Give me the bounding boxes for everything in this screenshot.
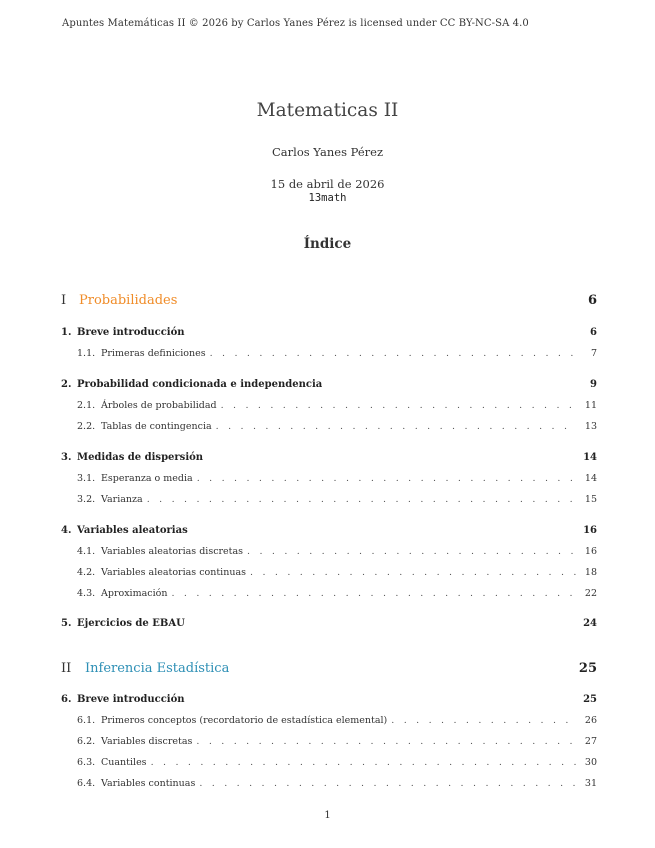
toc-subsection-4-1[interactable] [61, 546, 597, 557]
subsection-number: 4.1. [77, 546, 96, 557]
dot-leader [250, 567, 577, 578]
dot-leader [197, 473, 577, 484]
subsection-page: 13 [584, 421, 597, 432]
section-page: 6 [590, 327, 597, 338]
section-title: Variables aleatorias [77, 525, 188, 536]
part-number: I [61, 293, 67, 308]
part-page: 6 [587, 293, 597, 308]
document-title: Matematicas II [256, 100, 399, 121]
part-title: Probabilidades [79, 293, 178, 308]
toc-section-3[interactable] [61, 452, 597, 463]
subsection-page: 22 [584, 588, 597, 599]
part-number: II [61, 661, 72, 676]
toc-subsection-6-2[interactable] [61, 736, 597, 747]
subsection-page: 27 [584, 736, 597, 747]
subsection-page: 14 [584, 473, 597, 484]
section-page: 14 [583, 452, 597, 463]
dot-leader [216, 421, 577, 432]
toc-part-1[interactable] [61, 293, 597, 308]
subsection-number: 3.1. [77, 473, 96, 484]
section-page: 16 [583, 525, 597, 536]
toc-section-2[interactable] [61, 379, 597, 390]
subsection-title: Aproximación [101, 588, 168, 599]
subsection-number: 4.3. [77, 588, 96, 599]
toc-part-2[interactable] [61, 661, 597, 676]
section-page: 25 [583, 694, 597, 705]
document-date: 15 de abril de 2026 [270, 177, 385, 191]
subsection-title: Primeros conceptos (recordatorio de estadística elemental) [101, 715, 388, 726]
subsection-number: 6.3. [77, 757, 96, 768]
toc-subsection-6-1[interactable] [61, 715, 597, 726]
section-number: 5. [61, 618, 72, 629]
toc-subsection-3-1[interactable] [61, 473, 597, 484]
document-tag: 13math [308, 192, 347, 204]
section-number: 4. [61, 525, 72, 536]
subsection-title: Cuantiles [101, 757, 147, 768]
dot-leader [147, 494, 577, 505]
section-page: 24 [583, 618, 597, 629]
subsection-page: 7 [590, 348, 597, 359]
dot-leader [391, 715, 577, 726]
subsection-title: Variables aleatorias discretas [101, 546, 244, 557]
toc-subsection-3-2[interactable] [61, 494, 597, 505]
dot-leader [221, 400, 577, 411]
section-number: 6. [61, 694, 72, 705]
section-page: 9 [590, 379, 597, 390]
toc-subsection-6-4[interactable] [61, 778, 597, 789]
subsection-title: Varianza [101, 494, 143, 505]
page-number: 1 [324, 810, 331, 821]
subsection-title: Variables aleatorias continuas [101, 567, 246, 578]
section-number: 3. [61, 452, 72, 463]
toc-section-4[interactable] [61, 525, 597, 536]
index-heading: Índice [303, 236, 352, 252]
part-page: 25 [578, 661, 597, 676]
toc-section-1[interactable] [61, 327, 597, 338]
section-number: 1. [61, 327, 72, 338]
dot-leader [199, 778, 577, 789]
subsection-title: Primeras definiciones [101, 348, 206, 359]
section-title: Medidas de dispersión [77, 452, 204, 463]
toc-subsection-2-1[interactable] [61, 400, 597, 411]
subsection-number: 6.1. [77, 715, 96, 726]
toc-subsection-4-2[interactable] [61, 567, 597, 578]
dot-leader [196, 736, 577, 747]
subsection-number: 6.2. [77, 736, 96, 747]
license-notice: Apuntes Matemáticas II © 2026 by Carlos Yanes Pérez is licensed under CC BY-NC-SA 4.0 [62, 18, 529, 29]
section-title: Ejercicios de EBAU [77, 618, 185, 629]
subsection-title: Esperanza o media [101, 473, 193, 484]
subsection-page: 18 [584, 567, 597, 578]
dot-leader [151, 757, 577, 768]
subsection-title: Árboles de probabilidad [101, 400, 217, 411]
dot-leader [247, 546, 577, 557]
subsection-number: 2.1. [77, 400, 96, 411]
subsection-page: 11 [584, 400, 597, 411]
subsection-number: 4.2. [77, 567, 96, 578]
subsection-number: 1.1. [77, 348, 96, 359]
subsection-title: Tablas de contingencia [101, 421, 212, 432]
toc-subsection-4-3[interactable] [61, 588, 597, 599]
dot-leader [171, 588, 577, 599]
subsection-title: Variables continuas [101, 778, 196, 789]
subsection-page: 30 [584, 757, 597, 768]
subsection-page: 15 [584, 494, 597, 505]
section-title: Breve introducción [77, 327, 185, 338]
section-title: Probabilidad condicionada e independencia [77, 379, 323, 390]
subsection-title: Variables discretas [101, 736, 193, 747]
subsection-number: 2.2. [77, 421, 96, 432]
section-number: 2. [61, 379, 72, 390]
toc-subsection-1-1[interactable] [61, 348, 597, 359]
section-title: Breve introducción [77, 694, 185, 705]
document-author: Carlos Yanes Pérez [271, 145, 384, 159]
subsection-page: 16 [584, 546, 597, 557]
dot-leader [210, 348, 577, 359]
subsection-number: 6.4. [77, 778, 96, 789]
toc-subsection-6-3[interactable] [61, 757, 597, 768]
toc-section-6[interactable] [61, 694, 597, 705]
toc-section-5[interactable] [61, 618, 597, 629]
toc-subsection-2-2[interactable] [61, 421, 597, 432]
subsection-page: 26 [584, 715, 597, 726]
subsection-number: 3.2. [77, 494, 96, 505]
subsection-page: 31 [584, 778, 597, 789]
part-title: Inferencia Estadística [85, 661, 230, 676]
